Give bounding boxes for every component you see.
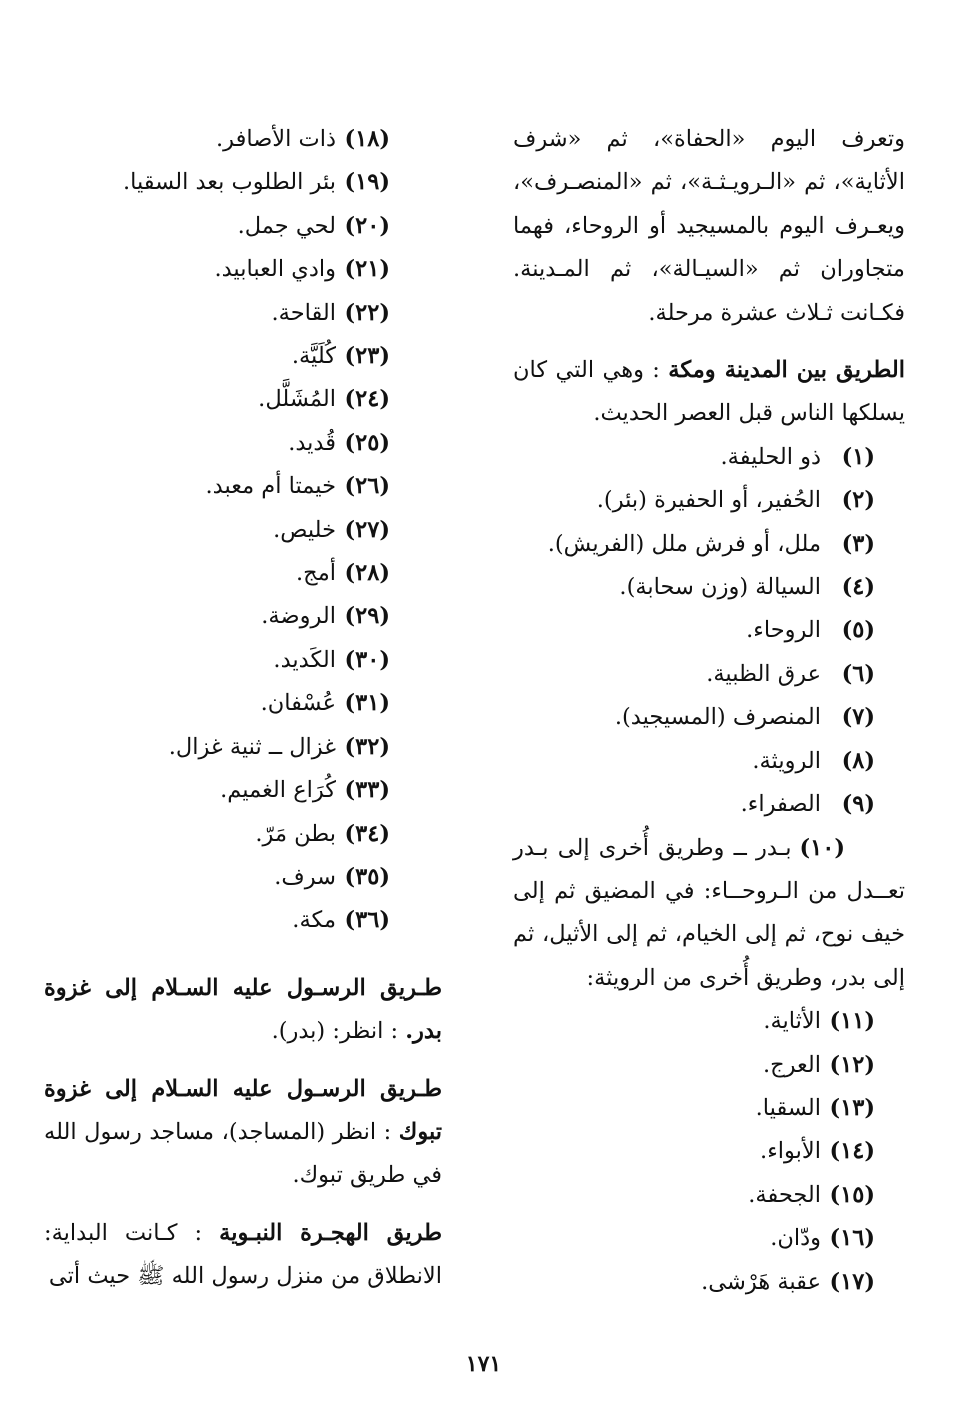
entry-tabuk-text: : انظر (المساجد)، مساجد رسول الله في طريق تبوك. (44, 1118, 442, 1189)
item-10-paragraph (513, 827, 905, 1001)
list-item: (٣٠)الكَديد. (273, 646, 390, 673)
intro-paragraph: وتعرف اليوم «الحفاة»، ثم «شرف الأثاية»، ثم «الـرويـثـة»، ثم «المنصـرف»، ويعـرف اليوم بالمسيجيد أو الروحاء، فهما متجاوران ثم «السيـالة»، ثم المـدينة. فكـانت ثـلاث عشرة مرحلة. (513, 126, 905, 326)
entry-hijra-text: : كـانت البداية: الانطلاق من منزل رسول الله ﷺ حيث أتى (44, 1219, 442, 1290)
list-item: (١٣)السقيا. (755, 1094, 875, 1121)
list-item: (١٨)ذات الأصافر. (216, 126, 390, 152)
list-item: (١٦)ودّان. (770, 1225, 875, 1252)
list-item: (٣٤)بطن مَرّ. (255, 820, 390, 847)
list-item: (٤)السيالة (وزن سحابة). (619, 574, 875, 601)
entry-hijra (44, 1212, 442, 1299)
entry-tabuk (44, 1068, 442, 1198)
item-10-number: (١٠) (799, 834, 845, 861)
list-item: (٢١)وادي العبابيد. (214, 256, 390, 283)
list-item: (٣٥)سرف. (274, 863, 390, 890)
list-item: (١٤)الأبواء. (760, 1138, 875, 1165)
right-column (513, 118, 905, 1304)
route-list-b (513, 1000, 905, 1304)
page-number: ١٧١ (465, 1351, 502, 1377)
list-item: (١٩)بئر الطلوب بعد السقيا. (122, 169, 390, 196)
section-paragraph (513, 349, 905, 436)
list-item: (٣٦)مكة. (292, 907, 390, 934)
list-item: (٩)الصفراء. (740, 791, 875, 818)
item-10-text: بـدر ــ وطريق أُخرى إلى بـدر تعــدل من الـروحــاء: في المضيق ثم إلى خيف نوح، ثم إلى الخيام، ثم إلى الأثيل، ثم إلى بدر، وطريق أُخرى من الرويثة: (513, 834, 905, 991)
list-item: (٢٤)المُشَلَّل. (258, 386, 390, 413)
entry-badr-heading: طـريق الرسـول عليه السـلام إلى غزوة بدر. (44, 974, 442, 1045)
list-item: (٧)المنصرف (المسيجيد). (614, 704, 875, 731)
list-item: (٢٦)خيمتا أم معبد. (205, 473, 390, 500)
entry-badr (44, 967, 442, 1054)
list-item: (٣٢)غزال ــ ثنية غزال. (168, 733, 390, 760)
list-item: (٢)الحُفير، أو الحفيرة (بئر). (596, 487, 875, 514)
route-list-c (44, 118, 442, 943)
list-item: (٣٣)كُرَاع الغميم. (220, 777, 390, 804)
list-item: (٢٠)لحي جمل. (237, 212, 390, 239)
list-item: (٣١)عُسْفان. (260, 690, 390, 717)
left-column (44, 118, 442, 1299)
entry-badr-text: : انظر: (بدر). (271, 1018, 399, 1045)
list-item: (٢٨)أمج. (296, 560, 390, 587)
list-item: (٢٣)كُلَيَّة. (291, 343, 390, 370)
list-item: (٢٥)قُديد. (288, 429, 390, 456)
entry-hijra-heading: طريق الهجـرة النبـوية (219, 1219, 442, 1246)
list-item: (٣)ملل، أو فرش ملل (الفريش). (547, 530, 875, 557)
list-item: (١)ذو الحليفة. (720, 443, 875, 470)
list-item: (١١)الأثاية. (763, 1008, 875, 1035)
list-item: (٨)الرويثة. (752, 747, 875, 774)
list-item: (١٢)العرج. (762, 1051, 875, 1078)
list-item: (٢٢)القاحة. (271, 299, 390, 326)
list-item: (٢٧)خليص. (273, 516, 390, 543)
route-list-a (513, 436, 905, 827)
entry-tabuk-heading: طـريق الرسـول عليه السـلام إلى غزوة تبوك (44, 1075, 443, 1145)
list-item: (٥)الروحاء. (746, 617, 875, 644)
section-heading: الطريق بين المدينة ومكة (668, 357, 905, 384)
list-item: (٢٩)الروضة. (261, 603, 390, 630)
section-text: : وهي التي كان يسلكها الناس قبل العصر الحديث. (513, 357, 905, 427)
list-item: (١٥)الجحفة. (748, 1181, 875, 1208)
list-item: (١٧)عقبة هَرْشى. (701, 1268, 875, 1295)
list-item: (٦)عرق الظبية. (706, 660, 875, 687)
